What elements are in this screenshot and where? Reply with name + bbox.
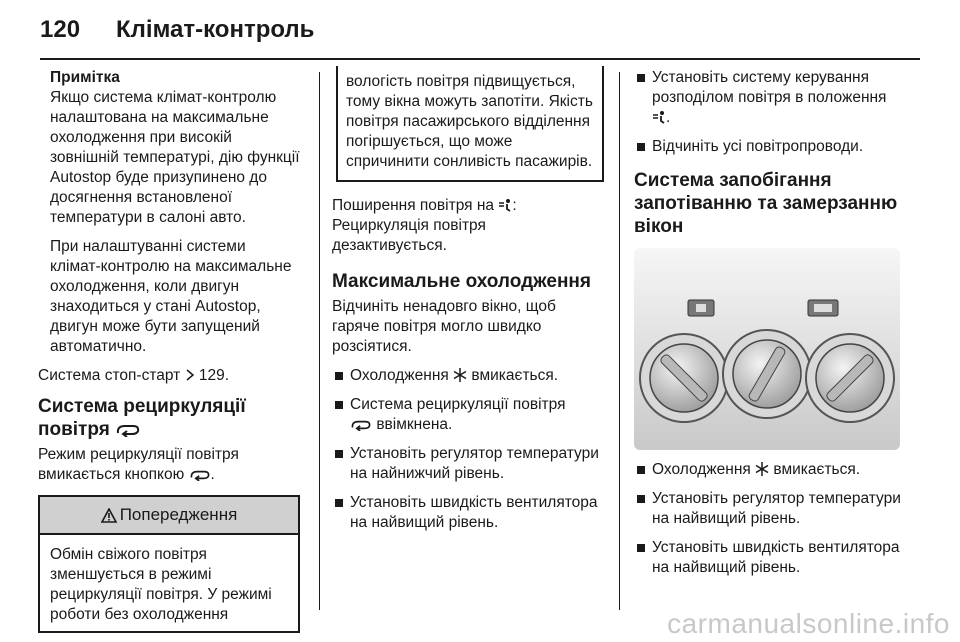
list-item: Охолодження вмикається. xyxy=(332,366,604,386)
air-to-body-icon xyxy=(498,198,512,212)
column-2 xyxy=(332,68,604,542)
distribution-steps xyxy=(634,68,920,157)
page-header xyxy=(40,12,920,52)
list-item: Система рециркуляції повітря ввімкнена. xyxy=(332,395,604,435)
climate-panel-photo xyxy=(634,248,900,450)
list-item: Охолодження вмикається. xyxy=(634,460,920,480)
stopstart-reference: Система стоп-старт 129. xyxy=(38,367,230,384)
watermark: carmanualsonline.info xyxy=(667,608,950,639)
list-item: Установіть швидкість вентилятора на найвищий рівень. xyxy=(332,493,604,533)
column-divider-1 xyxy=(319,72,320,610)
max-cooling-title: Максимальне охолодження xyxy=(332,271,591,292)
recirculation-icon xyxy=(189,469,211,481)
column-1 xyxy=(38,68,300,633)
warning-triangle-icon xyxy=(101,508,117,523)
snowflake-icon xyxy=(453,368,467,382)
page-number: 120 xyxy=(40,16,81,43)
note-paragraph-1: Якщо система клімат-контролю налаштована на максимальне охолодження при високій зовнішній температурі, дію функції Autostop буде призупинено до досягнення встановленої температури в салоні авто. xyxy=(50,89,300,226)
column-divider-2 xyxy=(619,72,620,610)
page-title: Клімат-контроль xyxy=(116,16,315,43)
defog-section-title: Система запобігання запотіванню та замерзанню вікон xyxy=(634,170,898,237)
max-cooling-text: Відчиніть ненадовго вікно, щоб гаряче повітря могло швидко розсіятися. xyxy=(332,298,556,355)
snowflake-icon xyxy=(755,462,769,476)
warning-box-continuation: вологість повітря підвищується, тому вікна можуть запотіти. Якість повітря пасажирського відділення погіршується, що може спричинити сонливість пасажирів. xyxy=(336,66,604,182)
warning-box xyxy=(38,495,300,633)
list-item: Установіть швидкість вентилятора на найвищий рівень. xyxy=(634,538,920,578)
list-item: Установіть регулятор температури на найнижчий рівень. xyxy=(332,444,604,484)
page-ref-arrow-icon xyxy=(185,368,195,382)
list-item: Установіть регулятор температури на найвищий рівень. xyxy=(634,489,920,529)
distribution-text: Поширення повітря на : Рециркуляція повітря дезактивується. xyxy=(332,197,517,254)
recirculation-icon xyxy=(350,419,372,431)
recirculation-section-title: Система рециркуляції повітря xyxy=(38,396,246,440)
note-title: Примітка xyxy=(50,69,120,86)
defog-steps xyxy=(634,460,920,578)
list-item: Відчиніть усі повітропроводи. xyxy=(634,137,920,157)
warning-title: Попередження xyxy=(119,505,238,524)
recirculation-text: Режим рециркуляції повітря вмикається кнопкою . xyxy=(38,446,239,483)
max-cooling-steps xyxy=(332,366,604,533)
column-3 xyxy=(634,68,920,587)
warning-text: Обмін свіжого повітря зменшується в режимі рециркуляції повітря. У режимі роботи без охолодження xyxy=(50,546,272,623)
note-paragraph-2: При налаштуванні системи клімат-контролю на максимальне охолодження, коли двигун знаходиться у стані Autostop, двигун може бути запущений автоматично. xyxy=(50,238,292,355)
air-to-windscreen-icon xyxy=(652,110,666,124)
list-item: Установіть систему керування розподілом повітря в положення . xyxy=(634,68,920,128)
recirculation-icon xyxy=(115,423,141,437)
warning-header xyxy=(40,497,298,535)
header-rule xyxy=(40,58,920,60)
